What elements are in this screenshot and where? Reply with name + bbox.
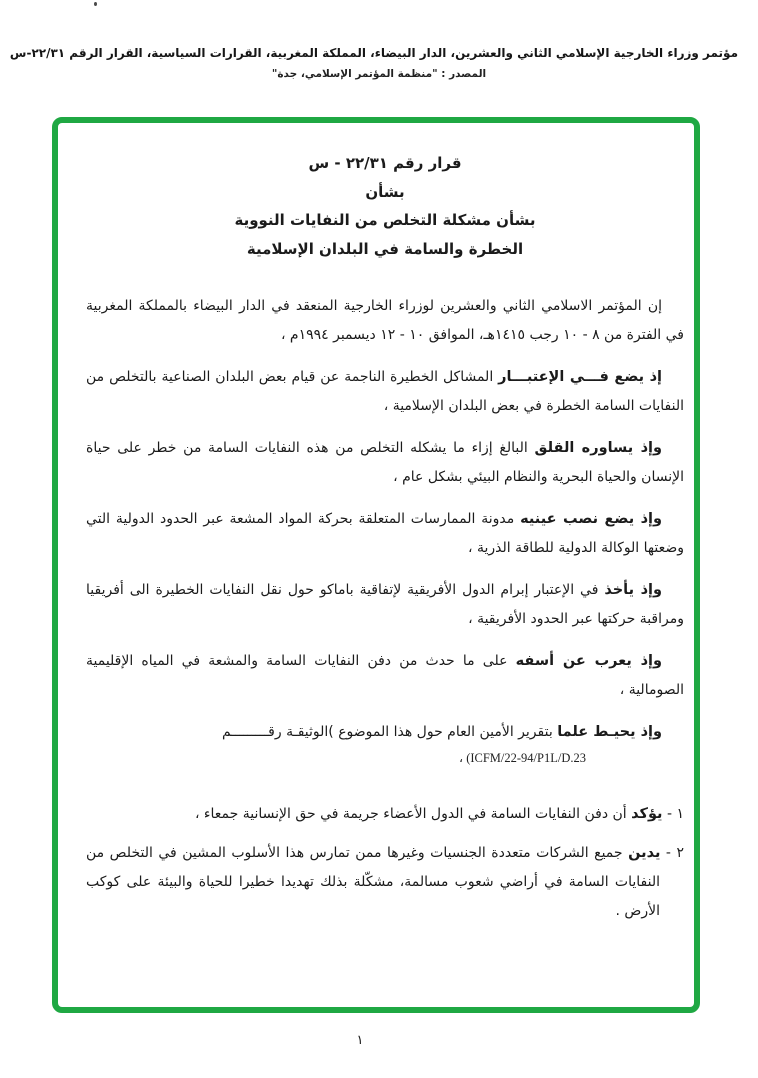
preamble-paragraph (86, 647, 684, 705)
paragraph-lead: إذ يضع فـــي الإعتبـــار (498, 369, 662, 385)
clause-number: ١ - (666, 806, 684, 822)
header-source-line: المصدر : "منظمة المؤتمر الإسلامي، جدة" (271, 68, 487, 80)
document-reference-code: ، (ICFM/22-94/P1L/D.23 (459, 751, 586, 765)
preamble-paragraph (86, 434, 684, 492)
page-number: ١ (356, 1033, 364, 1048)
paragraph-lead: وإذ يساوره القلق (534, 440, 662, 456)
paragraph-text: مدونة الممارسات المتعلقة بحركة المواد المشعة عبر الحدود الدولية التي وضعتها الوكالة الدولية للطاقة الذرية ، (86, 511, 684, 556)
paragraph-text: إن المؤتمر الاسلامي الثاني والعشرين لوزراء الخارجية المنعقد في الدار البيضاء بالمملكة المغربية في الفترة من ٨ - ١٠ رجب ١٤١٥هـ، الموافق ١٠ - ١٢ ديسمبر ١٩٩٤م ، (86, 298, 684, 343)
clause-lead: يدين (628, 845, 661, 861)
paragraph-text: المشاكل الخطيرة الناجمة عن قيام بعض البلدان الصناعية بالتخلص من النفايات السامة الخطرة في بعض البلدان الإسلامية ، (86, 369, 684, 414)
resolution-body (58, 123, 694, 1007)
paragraph-text: على ما حدث من دفن النفايات السامة والمشعة في المياه الإقليمية الصومالية ، (86, 653, 684, 698)
clause-number: ٢ - (665, 845, 685, 861)
scan-speck (94, 2, 97, 6)
paragraph-text: البالغ إزاء ما يشكله التخلص من هذه النفايات السامة من خطر على حياة الإنسان والحياة البحرية والنظام البيئي بشكل عام ، (86, 440, 684, 485)
paragraph-lead: وإذ يأخذ (604, 582, 663, 598)
preamble-paragraph (86, 292, 684, 350)
resolution-number-line: قرار رقم ٢٢/٣١ - س (308, 154, 462, 172)
clause-text: أن دفن النفايات السامة في الدول الأعضاء جريمة في حق الإنسانية جمعاء ، (194, 806, 627, 822)
preamble-paragraph (86, 505, 684, 563)
operative-clause (86, 839, 684, 926)
paragraph-text: في الإعتبار إبرام الدول الأفريقية لإتفاقية باماكو حول نقل النفايات الخطيرة الى أفريقيا ومراقبة حركتها عبر الحدود الأفريقية ، (86, 582, 684, 627)
paragraph-lead: وإذ يضع نصب عينيه (520, 511, 663, 527)
clause-lead: يؤكد (631, 806, 663, 822)
paragraph-lead: وإذ يحيـط علما (557, 724, 662, 740)
preamble-paragraph (86, 576, 684, 634)
document-header (9, 46, 738, 80)
paragraph-lead: وإذ يعرب عن أسفه (515, 653, 662, 669)
green-border-frame (52, 117, 700, 1013)
document-reference-line (86, 750, 586, 766)
header-citation-line: مؤتمر وزراء الخارجية الإسلامي الثاني والعشرين، الدار البيضاء، المملكة المغربية، القرارات السياسية، القرار الرقم ٢٢/٣١-س (9, 46, 738, 60)
preamble-paragraph (86, 363, 684, 421)
operative-clause (86, 800, 684, 829)
resolution-title-line: بشأن (365, 182, 405, 201)
preamble-paragraph (86, 718, 684, 747)
paragraph-text: بتقرير الأمين العام حول هذا الموضوع )الوثيقـة رقـــــــــم (221, 724, 553, 740)
resolution-title-line: الخطرة والسامة في البلدان الإسلامية (246, 239, 524, 258)
clause-text: جميع الشركات متعددة الجنسيات وغيرها ممن تمارس هذا الأسلوب المشين في التخلص من النفايات السامة في أراضي شعوب مسالمة، مشكّلة بذلك تهديدا خطيرا للحياة والبيئة على كوكب الأرض . (86, 845, 660, 919)
resolution-title-line: بشأن مشكلة التخلص من النفايات النووية (234, 211, 536, 229)
resolution-title-block (86, 149, 684, 263)
